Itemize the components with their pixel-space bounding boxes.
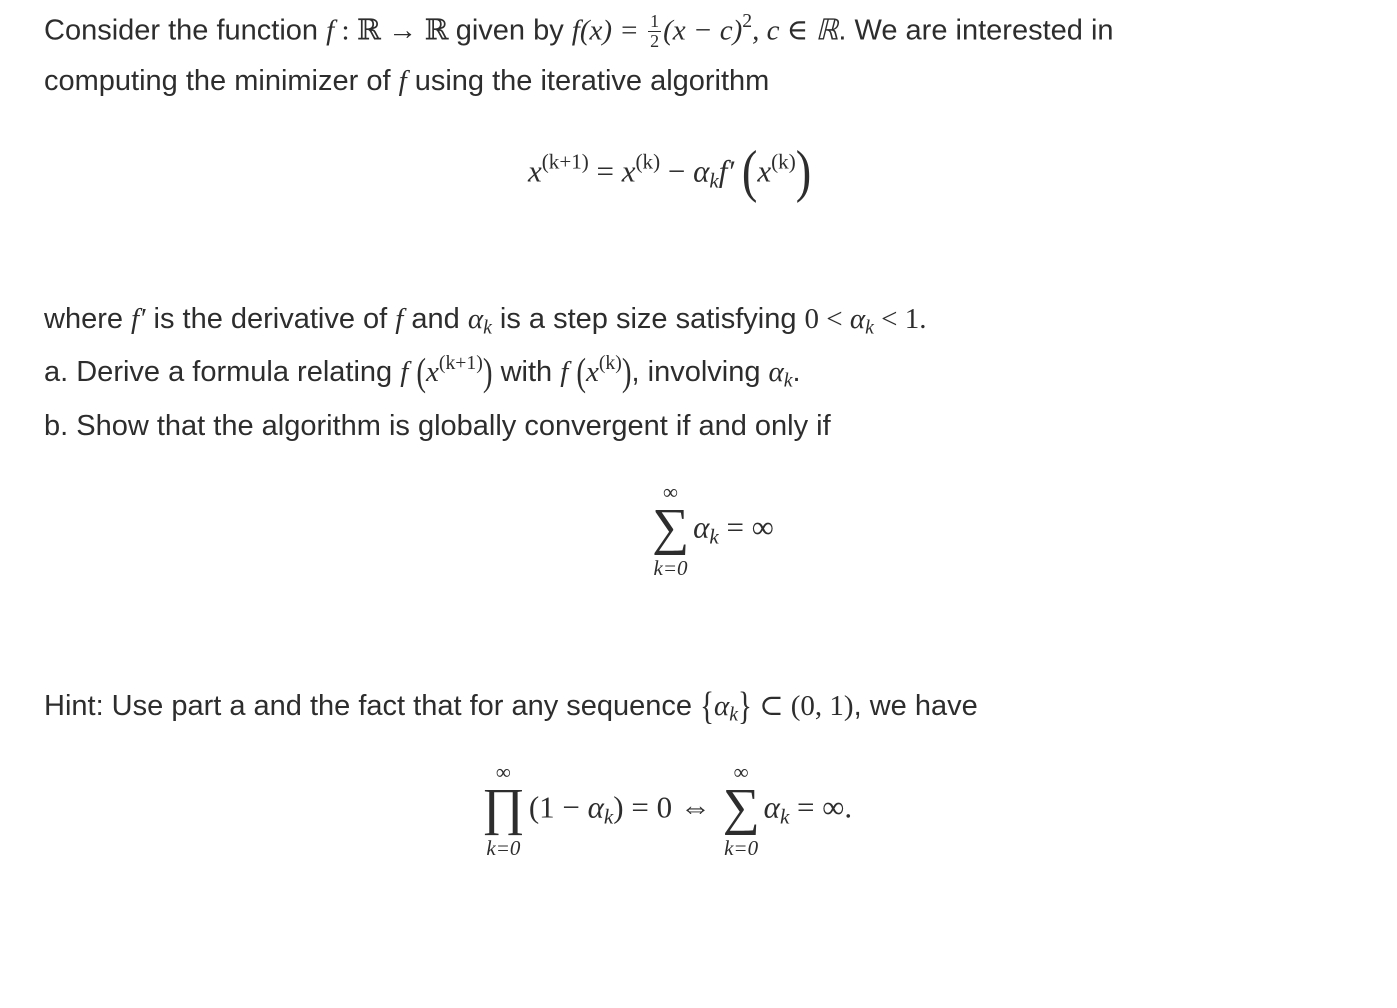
intro-line-2 <box>44 67 769 96</box>
sigma-symbol: ∑ <box>722 779 760 836</box>
sum-lower-limit: k=0 <box>724 835 759 860</box>
product <box>482 762 525 859</box>
math-square-term: (x − c) <box>663 14 743 47</box>
math-map: : ℝ → ℝ <box>334 14 456 47</box>
intro-text: given by <box>455 14 572 47</box>
intro-text: Consider the function <box>44 14 327 47</box>
intro-text: using the iterative algorithm <box>406 65 770 97</box>
where-text: where <box>44 303 132 335</box>
math-f: f <box>560 356 569 388</box>
math-alpha: α <box>693 153 710 189</box>
prod-upper-limit: ∞ <box>495 760 511 784</box>
math-condition: 0 < <box>804 303 850 335</box>
math-exponent: 2 <box>742 10 753 33</box>
subscript-k: k <box>729 703 739 726</box>
subscript-k: k <box>603 804 614 829</box>
math-subset: ⊂ (0, 1) <box>751 690 854 722</box>
sum-upper-limit: ∞ <box>733 760 749 784</box>
subscript-k: k <box>783 369 793 392</box>
superscript-k: (k) <box>635 149 661 174</box>
subscript-k: k <box>709 524 719 549</box>
subscript-k: k <box>779 804 790 829</box>
product-sum-equation <box>478 762 852 859</box>
math-f: f <box>398 65 407 97</box>
math-alpha: α <box>693 509 710 545</box>
equals-infinity: = ∞. <box>789 789 853 825</box>
summation <box>652 482 689 579</box>
intro-text: . We are interested in <box>838 14 1114 47</box>
math-alpha: α <box>467 303 484 335</box>
iteration-equation <box>528 140 812 205</box>
fraction-denominator: 2 <box>650 30 660 51</box>
math-c-in-r: , c ∈ ℝ <box>752 14 839 47</box>
math-x: x <box>528 153 542 189</box>
part-b-line <box>44 412 831 441</box>
part-b-text: b. Show that the algorithm is globally convergent if and only if <box>44 410 831 442</box>
right-paren: ) <box>795 140 812 205</box>
math-f: f <box>326 14 335 47</box>
part-a-text: a. Derive a formula relating <box>44 356 401 388</box>
intro-line-1 <box>44 12 1114 51</box>
math-f-def: f <box>571 14 580 47</box>
math-fx: (x) = <box>579 14 647 47</box>
math-x: x <box>586 356 599 388</box>
part-a-text: with <box>492 356 561 388</box>
superscript-k-plus-1: (k+1) <box>541 149 589 174</box>
sum-lower-limit: k=0 <box>653 555 688 580</box>
fraction-numerator: 1 <box>650 11 660 31</box>
math-x: x <box>757 153 772 189</box>
math-f: f <box>400 356 409 388</box>
part-a-text: , involving <box>631 356 769 388</box>
math-f: f <box>395 303 404 335</box>
math-x: x <box>426 356 439 388</box>
subscript-k: k <box>865 316 874 339</box>
left-brace: { <box>700 685 715 729</box>
prod-lower-limit: k=0 <box>486 835 521 860</box>
superscript-k-plus-1: (k+1) <box>438 351 483 374</box>
part-a-line: a. Derive a formula relating f $(x^{(k+1)})$ with f $(x^{(k)})$, involving $\alpha_k$. <box>44 351 801 395</box>
where-line <box>44 303 927 339</box>
math-f-prime: f′ <box>131 303 146 335</box>
math-equivalence: ) = 0 ⇔ <box>613 789 719 825</box>
hint-line <box>44 685 978 729</box>
sum-equation <box>648 482 774 579</box>
subscript-k: k <box>709 168 719 193</box>
part-a-text: . <box>792 356 801 388</box>
superscript-k: (k) <box>771 149 796 174</box>
math-factor: (1 − <box>528 789 588 825</box>
where-text: and <box>403 303 468 335</box>
math-x: x <box>621 153 636 189</box>
equals-infinity: = ∞ <box>718 509 774 545</box>
math-alpha: α <box>714 690 730 722</box>
where-text: is a step size satisfying <box>491 303 805 335</box>
math-alpha: α <box>849 303 866 335</box>
where-text: is the derivative of <box>145 303 396 335</box>
math-alpha: α <box>768 356 784 388</box>
math-condition: < 1. <box>873 303 927 335</box>
equals-sign: = <box>588 153 622 189</box>
math-alpha: α <box>763 789 780 825</box>
subscript-k: k <box>483 316 492 339</box>
left-paren: ( <box>741 140 758 205</box>
right-brace: } <box>738 685 752 729</box>
minus-sign: − <box>660 153 694 189</box>
fraction-half <box>648 12 661 51</box>
intro-text: computing the minimizer of <box>44 65 399 97</box>
hint-text: Hint: Use part a and the fact that for any sequence <box>44 690 701 722</box>
math-f-prime: f′ <box>718 153 735 189</box>
summation <box>723 762 760 859</box>
sum-upper-limit: ∞ <box>663 480 679 504</box>
math-alpha: α <box>587 789 604 825</box>
hint-text: , we have <box>853 690 978 722</box>
pi-symbol: ∏ <box>482 779 525 836</box>
superscript-k: (k) <box>598 351 622 374</box>
sigma-symbol: ∑ <box>652 499 690 556</box>
